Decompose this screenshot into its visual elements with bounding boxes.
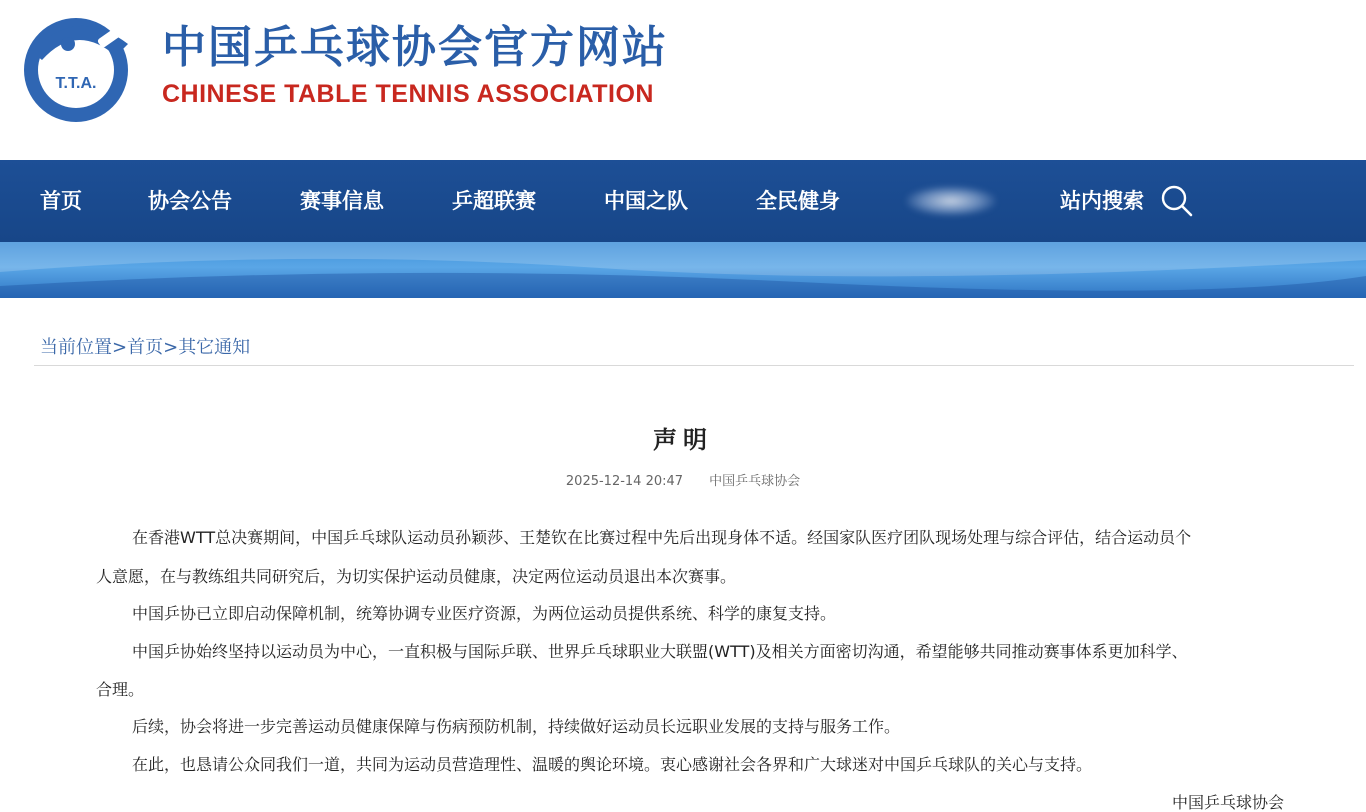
paragraph-line: 中国乒协已立即启动保障机制，统筹协调专业医疗资源，为两位运动员提供系统、科学的康复支持。 — [132, 604, 837, 623]
paragraph-line: 在此，也恳请公众同我们一道，共同为运动员营造理性、温暖的舆论环境。衷心感谢社会各界和广大球迷对中国乒乓球队的关心与支持。 — [132, 755, 1093, 774]
breadcrumb-prefix: 当前位置> — [40, 337, 128, 358]
nav-item-events[interactable]: 赛事信息 — [300, 189, 384, 213]
paragraph-line: 合理。 — [96, 680, 145, 699]
nav-item-home[interactable]: 首页 — [40, 189, 82, 213]
article-source: 中国乒乓球协会 — [709, 474, 801, 489]
breadcrumb-divider — [34, 365, 1354, 366]
nav-item-fitness[interactable]: 全民健身 — [756, 189, 840, 213]
article-signature: 中国乒乓球协会 — [1172, 793, 1285, 812]
logo-text: T.T.A. — [55, 75, 97, 92]
breadcrumb-home-link[interactable]: 首页 — [127, 337, 164, 358]
blurred-nav-item[interactable] — [906, 186, 996, 216]
cttа-logo-icon[interactable] — [12, 14, 140, 126]
decorative-banner — [0, 242, 1366, 298]
banner-wave-graphic — [0, 242, 1366, 298]
paragraph-line: 中国乒协始终坚持以运动员为中心，一直积极与国际乒联、世界乒乓球职业大联盟(WTT)及相关方面密切沟通，希望能够共同推动赛事体系更加科学、 — [132, 642, 1188, 661]
nav-item-super-league[interactable]: 乒超联赛 — [452, 189, 536, 213]
site-header — [0, 0, 1366, 160]
search-icon[interactable] — [1160, 184, 1194, 218]
article-meta — [0, 470, 1366, 489]
nav-item-announcements[interactable]: 协会公告 — [148, 189, 232, 213]
nav-item-national-team[interactable]: 中国之队 — [604, 189, 688, 213]
article-date: 2025-12-14 20:47 — [565, 474, 684, 489]
paragraph-line: 在香港WTT总决赛期间，中国乒乓球队运动员孙颖莎、王楚钦在比赛过程中先后出现身体不适。经国家队医疗团队现场处理与综合评估，结合运动员个 — [132, 528, 1192, 547]
article-title: 声明 — [653, 426, 713, 454]
site-title-en: CHINESE TABLE TENNIS ASSOCIATION — [162, 80, 654, 108]
nav-item-site-search[interactable]: 站内搜索 — [1060, 189, 1144, 213]
paragraph-line: 人意愿，在与教练组共同研究后，为切实保护运动员健康，决定两位运动员退出本次赛事。 — [96, 567, 737, 586]
breadcrumb-separator: > — [163, 337, 179, 358]
breadcrumb — [40, 333, 250, 359]
breadcrumb-current-link[interactable]: 其它通知 — [178, 337, 251, 358]
paragraph-line: 后续，协会将进一步完善运动员健康保障与伤病预防机制，持续做好运动员长远职业发展的支持与服务工作。 — [132, 717, 901, 736]
site-title-cn: 中国乒乓球协会官方网站 — [162, 22, 668, 73]
